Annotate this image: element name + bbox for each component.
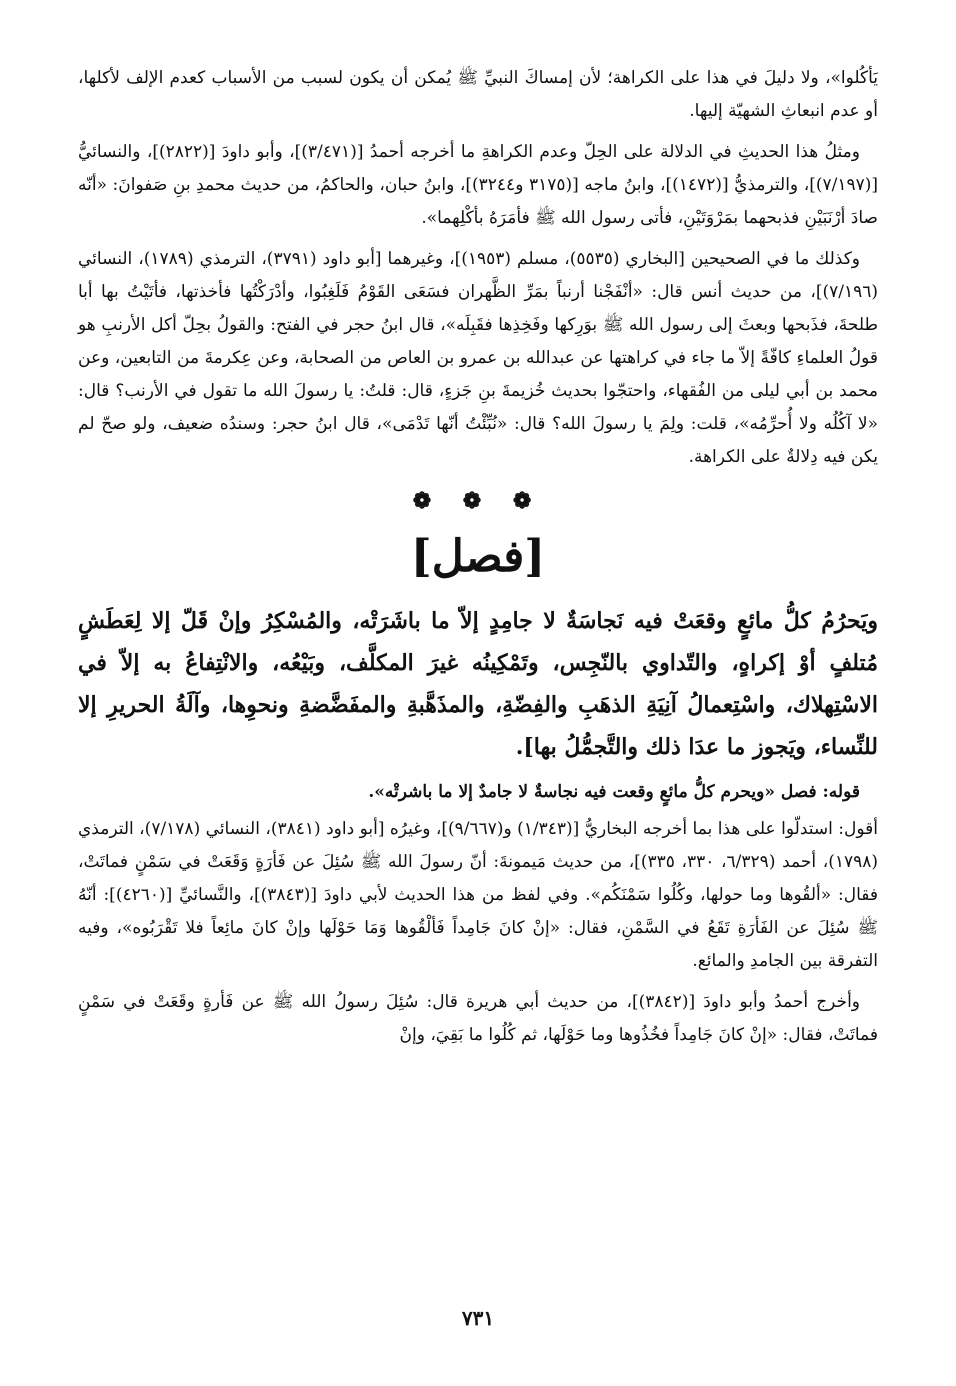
page-body	[78, 62, 878, 1060]
paragraph-hadith-safwan: ومثلُ هذا الحديثِ في الدلالة على الحِلّ وعدم الكراهةِ ما أخرجه أحمدُ [(٣/٤٧١)]، وأبو داودَ [(٢٨٢٢)]، والنسائيُّ [(٧/١٩٧)]، والترمذيُّ [(١٤٧٢)]، وابنُ ماجه [(٣١٧٥ و٣٢٤٤)]، وابنُ حبان، والحاكمُ، من حديث محمدِ بنِ صَفوانَ: «أنّه صادَ أرْنَبَيْنِ فذبحهما بمَرْوَتَيْنِ، فأتى رسول الله ﷺ فأمَرَهُ بأكْلِهما».	[78, 142, 878, 228]
paragraph-aqul: أقول: استدلّوا على هذا بما أخرجه البخاريُّ [(١/٣٤٣) و(٩/٦٦٧)]، وغيرُه [أبو داود (٣٨٤١)، النسائي (٧/١٧٨)، الترمذي (١٧٩٨)، أحمد (٦/٣٢٩، ٣٣٠، ٣٣٥)]، من حديث مَيمونةَ: أنّ رسولَ الله ﷺ سُئِلَ عن فَأرَةٍ وَقَعَتْ في سَمْنٍ فماتَتْ، فقال: «ألقُوها وما حولها، وكُلُوا سَمْنَكُم». وفي لفظ من هذا الحديث لأبي داودَ [(٣٨٤٣)]، والنَّسائيِّ [(٤٢٦٠)]: أنّهُ ﷺ سُئِلَ عن الفَأرَةِ تَقَعُ في السَّمْنِ، فقال: «إنْ كانَ جَامِداً فَألْقُوها وَمَا حَوْلَها وإنْ كانَ مائِعاً فلا تَقْرَبُوه»، وفيه التفرقة بين الجامدِ والمائع.	[78, 819, 879, 971]
section-title: [فصل]	[410, 531, 546, 582]
qawluh-line: قوله: فصل «ويحرم كلُّ مائعٍ وقعت فيه نجاسةٌ لا جامدٌ إلا ما باشرتْه».	[368, 782, 860, 802]
matn-text: ويَحرُمُ كلُّ مائعٍ وقعَتْ فيه نَجاسَةٌ لا جامِدٍ إلاّ ما باشَرَتْه، والمُسْكِرُ وإنْ قَلّ إلا لِعَطَشٍ مُتلفٍ أوْ إكراهٍ، والتّداوي بالنّجِس، وتَمْكِينُه غيرَ المكلَّف، وبَيْعُه، والانْتِفاعُ به إلاّ في الاسْتِهلاك، واسْتِعمالُ آنِيَةِ الذهَبِ والفِضّةِ، والمذَهَّبةِ والمفَضَّضةِ ونحوِها، وآلَةُ الحريرِ إلا للنِّساء، ويَجوز ما عدَا ذلك والتَّجمُّلُ بها].	[78, 608, 878, 760]
paragraph-continuation: يَأكُلوا»، ولا دليلَ في هذا على الكراهة؛ لأن إمساكَ النبيِّ ﷺ يُمكن أن يكون لسبب من الأسباب كعدم الإلف لأكلها، أو عدم انبعاثِ الشهيّة إليها.	[78, 68, 878, 121]
paragraph-hadith-anas: وكذلك ما في الصحيحين [البخاري (٥٥٣٥)، مسلم (١٩٥٣)]، وغيرهما [أبو داود (٣٧٩١)، الترمذي (١٧٨٩)، النسائي (٧/١٩٦)]، من حديث أنس قال: «أنْفَجْنا أرنباً بمَرِّ الظَّهران فسَعَى القَوْمُ فَلَغِبُوا، وأدْرَكْتُها فأخذتها، فأتَيْتُ بها أبا طلحةَ، فذَبحها وبعثَ إلى رسول الله ﷺ بوَرِكها وفَخِذِها فقَبِلَه»، قال ابنُ حجر في الفتح: والقولُ بحِلّ أكل الأرنبِ هو قولُ العلماءِ كافّةً إلاّ ما جاء في كراهتها عن عبدالله بن عمرو بن العاص من الصحابة، وعن عِكرمةَ من التابعين، وعن محمد بن أبي ليلى من الفُقهاء، واحتجّوا بحديث خُزيمةَ بنِ جَزءٍ، قال: قلتُ: يا رسولَ الله ما تقول في الأرنب؟ قال: «لا آكُلُه ولا أُحرِّمُه»، قلت: ولِمَ يا رسولَ الله؟ قال: «نُبِّئْتُ أنّها تَدْمَى»، قال ابنُ حجر: وسندُه ضعيف، ولو صحّ لم يكن فيه دِلالةٌ على الكراهة.	[78, 249, 878, 467]
section-separator: ❁ ❁ ❁	[412, 488, 544, 514]
paragraph-abu-hurayra: وأخرج أحمدُ وأبو داودَ [(٣٨٤٢)]، من حديث أبي هريرة قال: سُئِلَ رسولُ الله ﷺ عن فَأرةٍ وقَعَتْ في سَمْنٍ فماتَتْ، فقال: «إنْ كانَ جَامِداً فخُذُوها وما حَوْلَها، ثم كُلُوا ما بَقِيَ، وإنْ	[78, 992, 878, 1045]
page-number: ٧٣١	[461, 1306, 495, 1330]
